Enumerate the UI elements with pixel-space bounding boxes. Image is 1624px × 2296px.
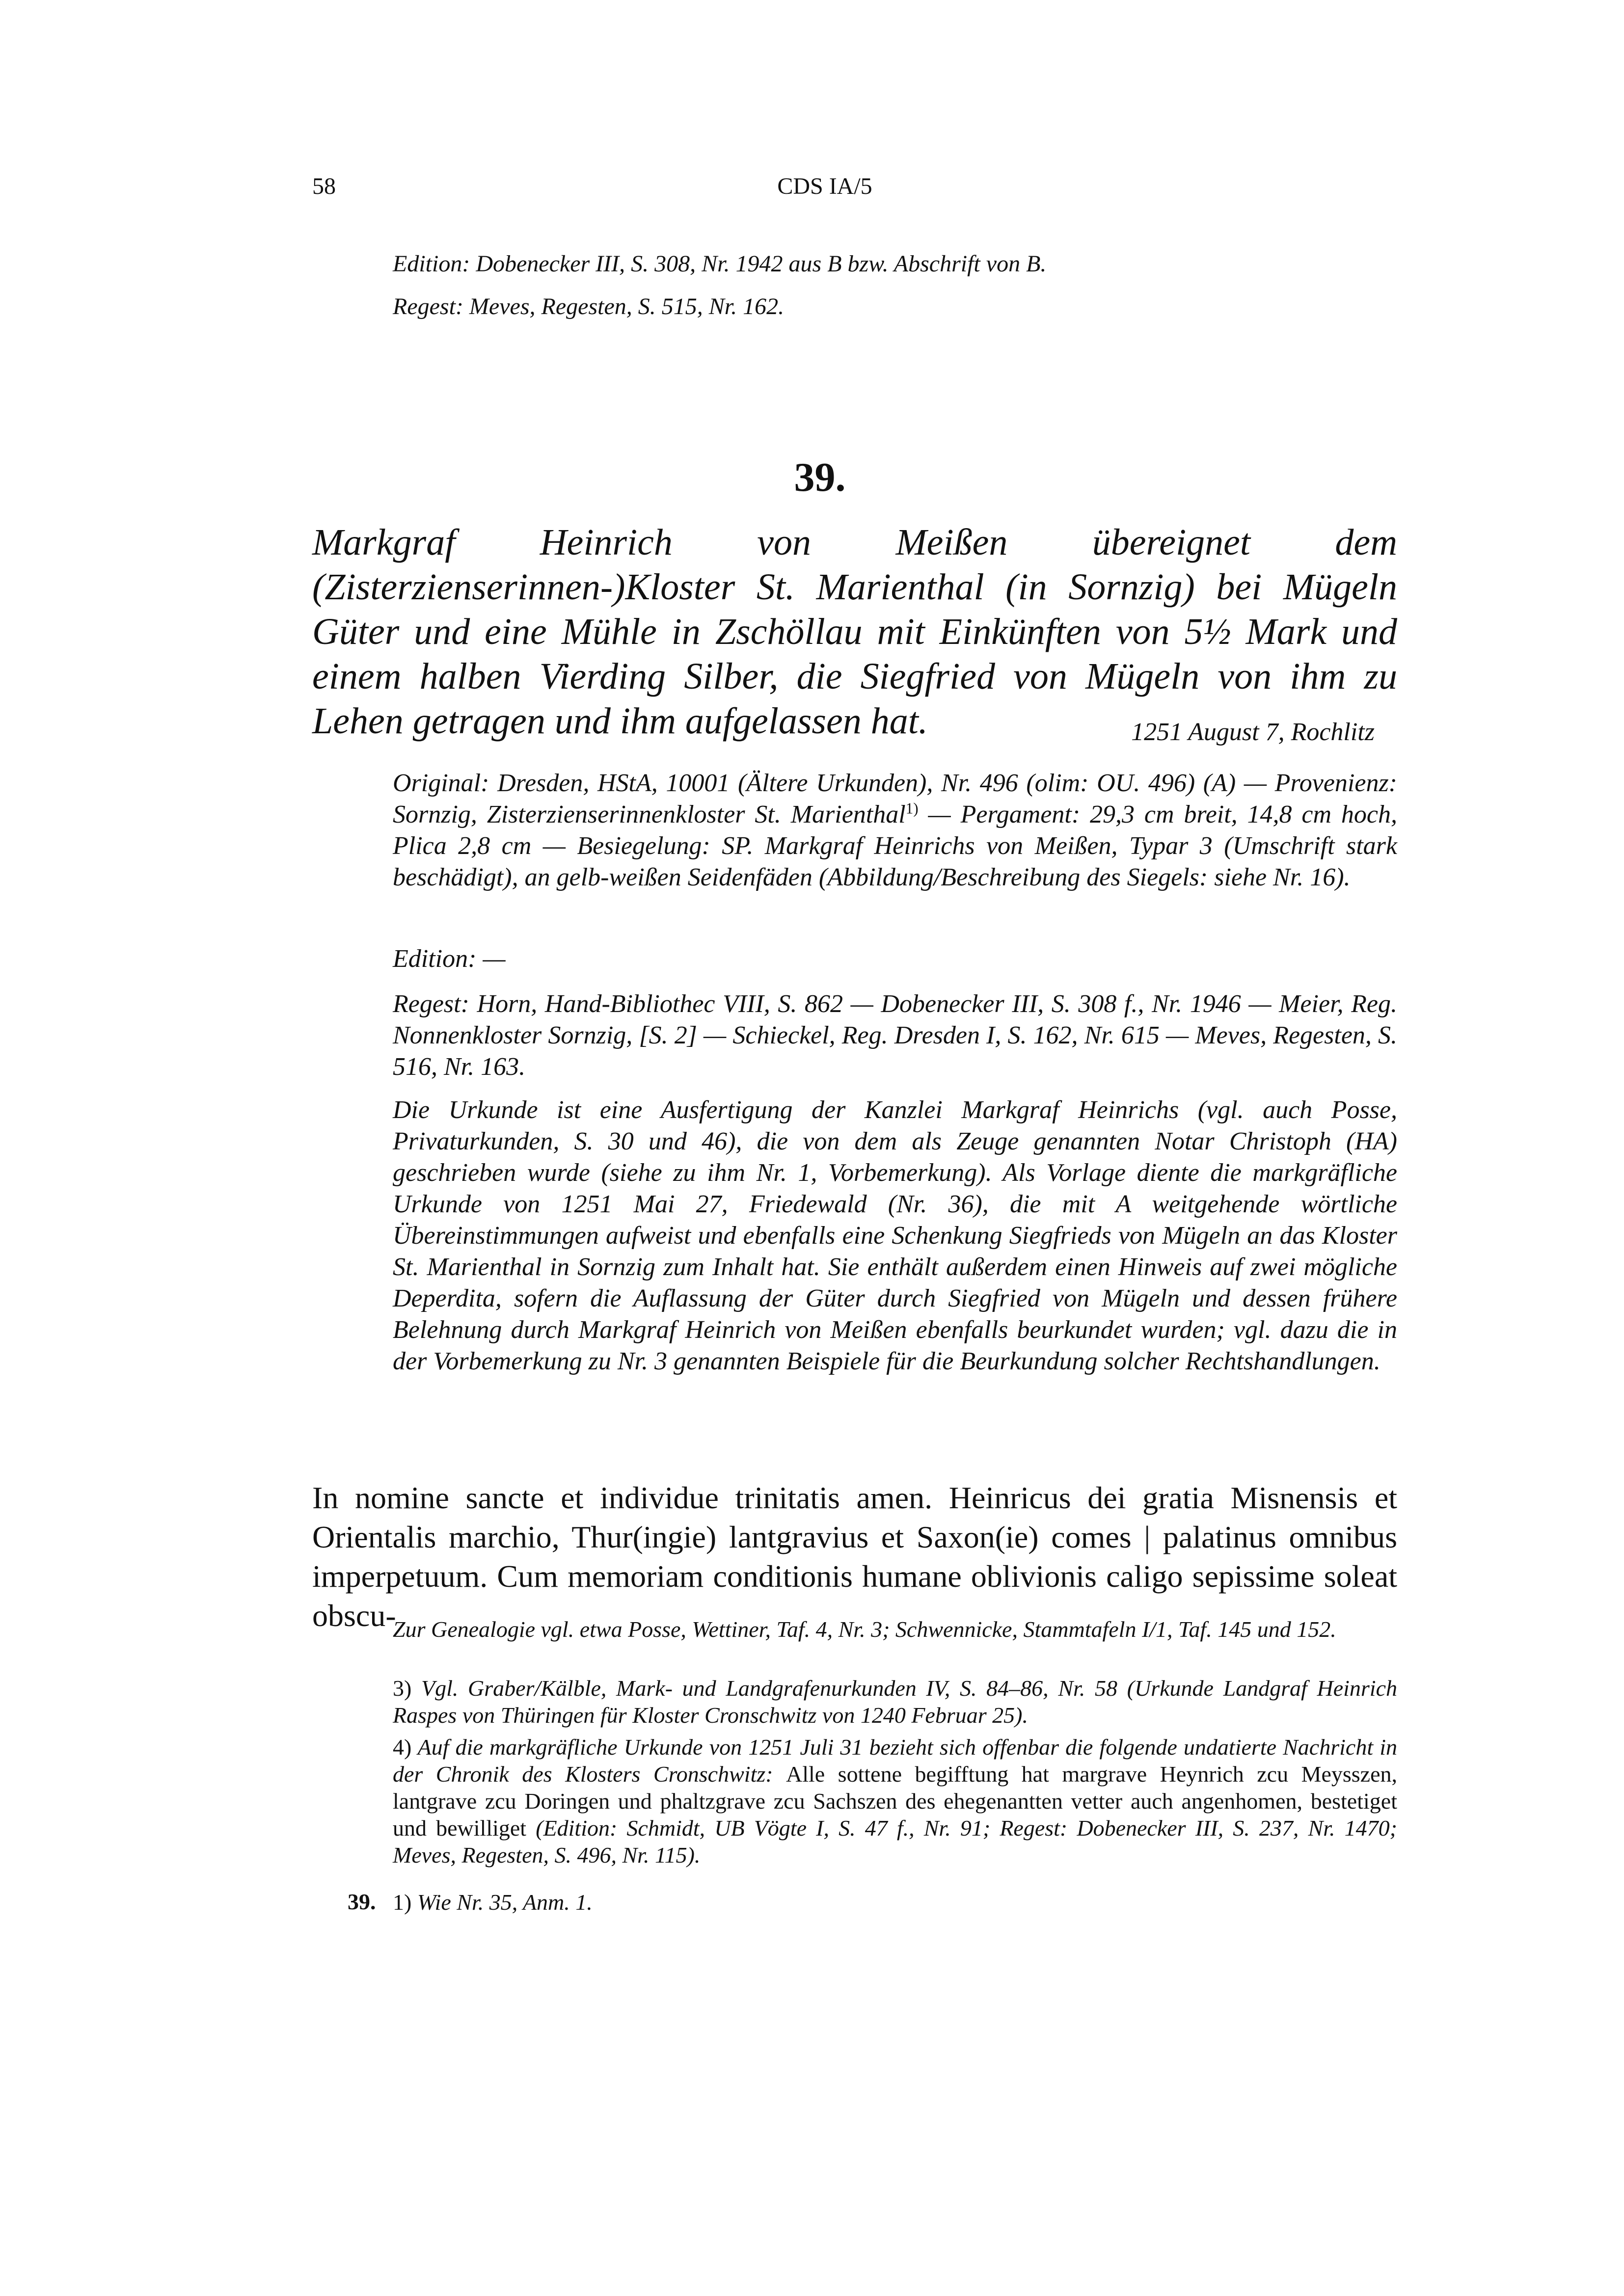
document-text: In nomine sancte et individue trinitatis amen. Heinricus dei gratia Misnensis et Orientalis marchio, Thur(ingie) lantgravius et Saxon(ie) comes | palatinus omnibus imperpetuum. Cum memoriam conditionis humane oblivionis caligo sepissime soleat obscu- (312, 1480, 1397, 1633)
page-number: 58 (312, 173, 336, 199)
footnote-4: 4) Auf die markgräfliche Urkunde von 1251 Juli 31 bezieht sich offenbar die folgende undatierte Nachricht in der Chronik des Klosters Cronschwitz: Alle sottene begifftung hat margrave Heynrich zcu Meysszen, lantgrave zcu Doringen und phaltzgrave zcu Sachszen des ehegenantten vetter auch angenhomen, bestetiget und bewilliget (Edition: Schmidt, UB Vögte I, S. 47 f., Nr. 91; Regest: Dobenecker III, S. 237, Nr. 1470; Meves, Regesten, S. 496, Nr. 115). (393, 1735, 1397, 1868)
document-date: 1251 August 7, Rochlitz (1131, 718, 1375, 746)
footnote-39-1: 1) Wie Nr. 35, Anm. 1. (393, 1890, 593, 1915)
prev-regest-line: Regest: Meves, Regesten, S. 515, Nr. 162. (393, 294, 785, 320)
running-header: CDS IA/5 (777, 173, 872, 199)
document-regest: Markgraf Heinrich von Meißen übereignet dem (Zisterzienserinnen-)Kloster St. Marienthal (in Sornzig) bei Mügeln Güter und eine Mühle in Zschöllau mit Einkünften von 5½ Mark und einem halben Vierding Silber, die Siegfried von Mügeln von ihm zu Lehen getragen und ihm aufgelassen hat. (312, 522, 1397, 742)
chronicle-quote: Alle sottene begifftung hat margrave Heynrich zcu Meysszen, lantgrave zcu Doringen und phaltzgrave zcu Sachszen des ehegenantten vetter auch angenhomen, bestetiget und bewilliget (393, 1762, 1397, 1841)
footnote-3: 3) Vgl. Graber/Kälble, Mark- und Landgrafenurkunden IV, S. 84–86, Nr. 58 (Urkunde Landgraf Heinrich Raspes von Thüringen für Kloster Cronschwitz von 1240 Februar 25). (393, 1676, 1397, 1728)
original-description: Original: Dresden, HStA, 10001 (Ältere Urkunden), Nr. 496 (olim: OU. 496) (A) — Provenienz: Sornzig, Zisterzienserinnenkloster St. Marienthal$^{1)}$ — Pergament: 29,3 cm breit, 14,8 cm hoch, Plica 2,8 cm — Besiegelung: SP. Markgraf Heinrichs von Meißen, Typar 3 (Umschrift stark beschädigt), an gelb-weißen Seidenfäden (Abbildung/Beschreibung des Siegels: siehe Nr. 16). (393, 769, 1397, 891)
regest-references: Regest: Horn, Hand-Bibliothec VIII, S. 862 — Dobenecker III, S. 308 f., Nr. 1946 — Meier, Reg. Nonnenkloster Sornzig, [S. 2] — Schieckel, Reg. Dresden I, S. 162, Nr. 615 — Meves, Regesten, S. 516, Nr. 163. (393, 990, 1397, 1081)
document-number: 39. (794, 454, 846, 500)
prev-edition-line: Edition: Dobenecker III, S. 308, Nr. 1942 aus B bzw. Abschrift von B. (393, 251, 1047, 277)
footnote-doc-label: 39. (348, 1889, 376, 1914)
commentary: Die Urkunde ist eine Ausfertigung der Kanzlei Markgraf Heinrichs (vgl. auch Posse, Privaturkunden, S. 30 und 46), die von dem als Zeuge genannten Notar Christoph (HA) geschrieben wurde (siehe zu ihm Nr. 1, Vorbemerkung). Als Vorlage diente die markgräfliche Urkunde von 1251 Mai 27, Friedewald (Nr. 36), die mit A weitgehende wörtliche Übereinstimmungen aufweist und ebenfalls eine Schenkung Siegfrieds von Mügeln an das Kloster St. Marienthal in Sornzig zum Inhalt hat. Sie enthält außerdem einen Hinweis auf zwei mögliche Deperdita, sofern die Auflassung der Güter durch Siegfried von Mügeln und dessen frühere Belehnung durch Markgraf Heinrich von Meißen ebenfalls beurkundet wurden; vgl. dazu die in der Vorbemerkung zu Nr. 3 genannten Beispiele für die Beurkundung solcher Rechtshandlungen. (393, 1096, 1397, 1375)
edition-line: Edition: — (393, 945, 506, 973)
footnote-continuation: Zur Genealogie vgl. etwa Posse, Wettiner, Taf. 4, Nr. 3; Schwennicke, Stammtafeln I/1, Taf. 145 und 152. (393, 1617, 1336, 1642)
footnote-ref-1: 1) (905, 800, 919, 817)
